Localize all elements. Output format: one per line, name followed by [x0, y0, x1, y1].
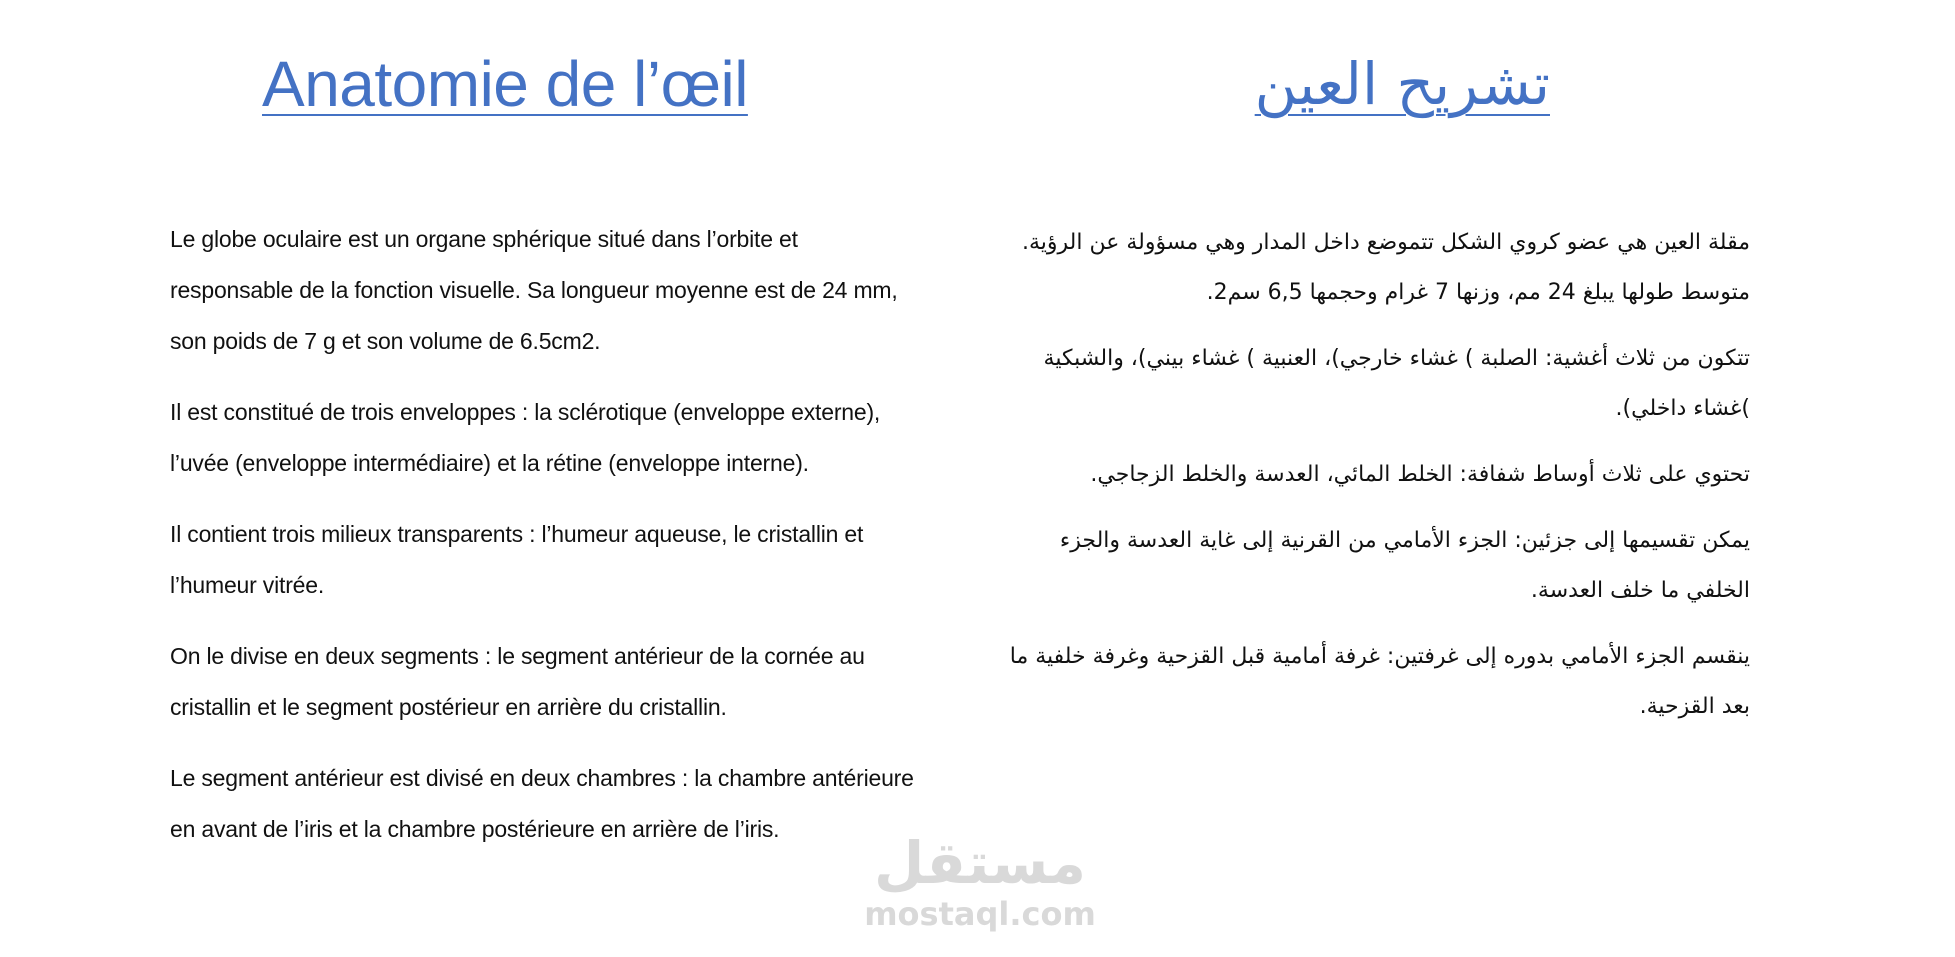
- french-paragraph: On le divise en deux segments : le segment antérieur de la cornée au cristallin et le segment postérieur en arrière du cristallin.: [170, 643, 865, 720]
- watermark-arabic-text: مستقل: [873, 829, 1087, 897]
- french-body: [170, 214, 920, 855]
- mostaql-watermark: [860, 830, 1100, 932]
- watermark-latin-text: mostaql.com: [864, 895, 1096, 933]
- french-paragraph: Le segment antérieur est divisé en deux chambres : la chambre antérieure en avant de l’iris et la chambre postérieure en arrière de l’iris.: [170, 765, 914, 842]
- arabic-paragraph: ينقسم الجزء الأمامي بدوره إلى غرفتين: غرفة أمامية قبل القزحية وغرفة خلفية ما بعد القزحية.: [1009, 644, 1750, 719]
- french-title: Anatomie de l’œil: [262, 48, 748, 120]
- arabic-paragraph: تتكون من ثلاث أغشية: الصلبة ) غشاء خارجي)، العنبية ) غشاء بيني)، والشبكية )غشاء داخلي).: [1043, 346, 1750, 421]
- french-column: [170, 40, 920, 875]
- french-paragraph: Il contient trois milieux transparents : l’humeur aqueuse, le cristallin et l’humeur vitrée.: [170, 521, 864, 598]
- arabic-column: [1000, 40, 1750, 748]
- arabic-paragraph: تحتوي على ثلاث أوساط شفافة: الخلط المائي، العدسة والخلط الزجاجي.: [1090, 462, 1750, 487]
- arabic-paragraph: يمكن تقسيمها إلى جزئين: الجزء الأمامي من القرنية إلى غاية العدسة والجزء الخلفي ما خلف العدسة.: [1059, 528, 1750, 603]
- arabic-paragraph: مقلة العين هي عضو كروي الشكل تتموضع داخل المدار وهي مسؤولة عن الرؤية. متوسط طولها يبلغ 24 مم، وزنها 7 غرام وحجمها 6,5 سم2.: [1022, 230, 1750, 305]
- french-paragraph: Il est constitué de trois enveloppes : la sclérotique (enveloppe externe), l’uvée (enveloppe intermédiaire) et la rétine (enveloppe interne).: [170, 399, 881, 476]
- french-paragraph: Le globe oculaire est un organe sphérique situé dans l’orbite et responsable de la fonction visuelle. Sa longueur moyenne est de 24 mm, son poids de 7 g et son volume de 6.5cm2.: [170, 226, 898, 354]
- arabic-body: [1000, 218, 1750, 732]
- arabic-title: تشريح العين: [1254, 50, 1550, 118]
